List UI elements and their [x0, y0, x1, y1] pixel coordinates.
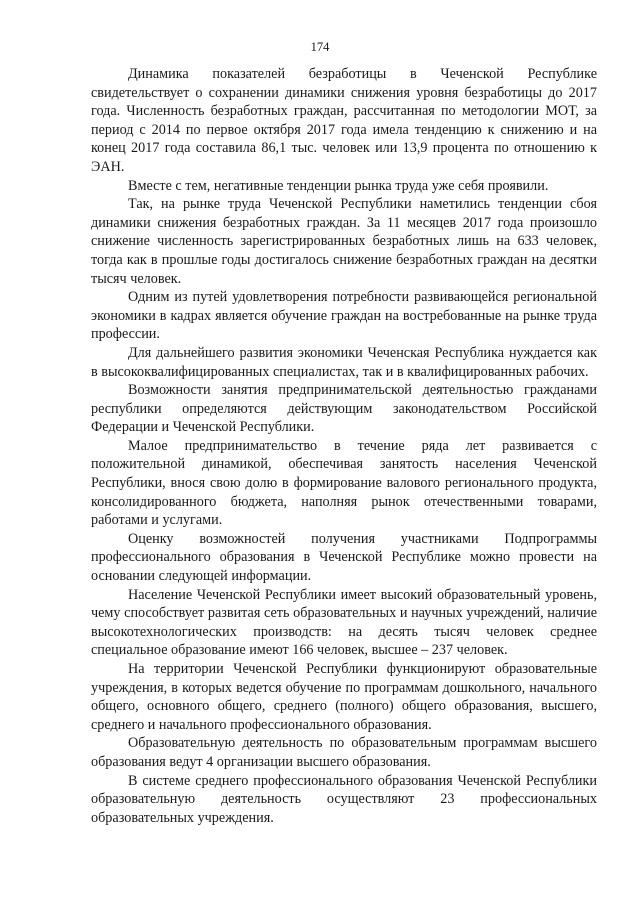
paragraph-small-business: Малое предпринимательство в течение ряда лет развивается с положительной динамикой, обеспечивая занятость населения Чеченской Республики, внося свою долю в формирование валового регионального продукта, консолидированного бюджета, наполняя рынок отечественными товарами, работами и услугами. — [91, 437, 597, 529]
page-number: 174 — [310, 40, 330, 54]
paragraph-education-level: Население Чеченской Республики имеет высокий образовательный уровень, чему способствует развитая сеть образовательных и научных учреждений, наличие высокотехнологических производств: на десять тысяч человек среднее специальное образование имеют 166 человек, высшее – 237 человек. — [91, 586, 597, 659]
paragraph-negative-trends: Вместе с тем, негативные тенденции рынка труда уже себя проявили. — [128, 177, 549, 194]
paragraph-vocational-education: В системе среднего профессионального образования Чеченской Республики образовательную деятельность осуществляют 23 профессиональных образовательных учреждения. — [91, 772, 597, 826]
paragraph-educational-institutions: На территории Чеченской Республики функционируют образовательные учреждения, в которых ведется обучение по программам дошкольного, начального общего, основного общего, среднего (полного) общего образования, высшего, среднего и начального профессионального образования. — [91, 661, 597, 733]
paragraph-higher-education: Образовательную деятельность по образовательным программам высшего образования ведут 4 организации высшего образования. — [91, 735, 597, 770]
paragraph-entrepreneurship-law: Возможности занятия предпринимательской деятельностью гражданами республики определяются действующим законодательством Российской Федерации и Чеченской Республики. — [91, 382, 597, 436]
paragraph-unemployment-dynamics: Динамика показателей безработицы в Чеченской Республике свидетельствует о сохранении динамики снижения уровня безработицы до 2017 года. Численность безработных граждан, рассчитанная по методологии МОТ, за период с 2014 по первое октября 2017 года имела тенденцию к снижению и на конец 2017 года составила 86,1 тыс. человек или 13,9 процента по отношению к ЭАН. — [91, 66, 597, 175]
paragraph-training-ways: Одним из путей удовлетворения потребности развивающейся региональной экономики в кадрах является обучение граждан на востребованные на рынке труда профессии. — [91, 289, 597, 343]
document-body — [91, 65, 597, 827]
paragraph-labor-market-failures: Так, на рынке труда Чеченской Республики наметились тенденции сбоя динамики снижения безработных граждан. За 11 месяцев 2017 года произошло снижение численность зарегистрированных безработных лишь на 633 человек, тогда как в прошлые годы достигалось снижение безработных граждан на десятки тысяч человек. — [91, 196, 597, 287]
paragraph-qualified-specialists: Для дальнейшего развития экономики Чеченская Республика нуждается как в высококвалифицированных специалистах, так и в квалифицированных рабочих. — [91, 344, 597, 380]
paragraph-assessment: Оценку возможностей получения участниками Подпрограммы профессионального образования в Чеченской Республике можно провести на основании следующей информации. — [91, 530, 597, 585]
